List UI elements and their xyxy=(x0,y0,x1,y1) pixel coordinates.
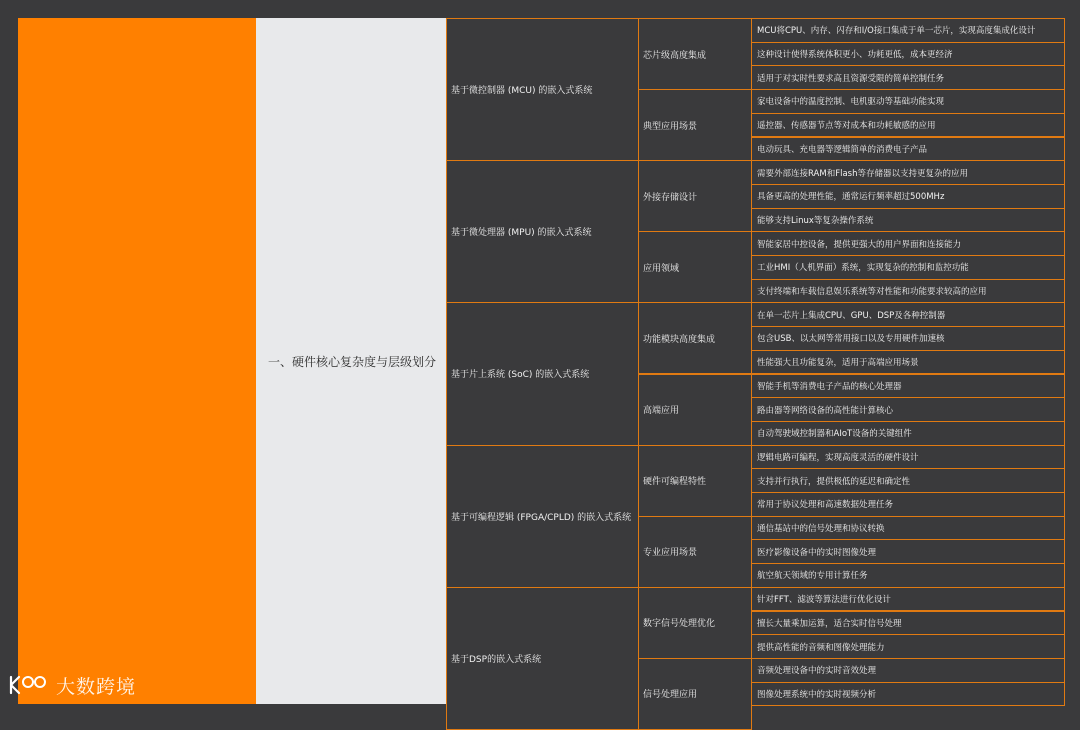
group-node-label: 基于可编程逻辑 (FPGA/CPLD) 的嵌入式系统 xyxy=(451,512,632,523)
leaf-item-label: 包含USB、以太网等常用接口以及专用硬件加速核 xyxy=(757,334,945,345)
leaf-item-label: 智能手机等消费电子产品的核心处理器 xyxy=(757,381,902,392)
leaf-item-label: 电动玩具、充电器等逻辑简单的消费电子产品 xyxy=(757,144,928,155)
leaf-item-label: 逻辑电路可编程，实现高度灵活的硬件设计 xyxy=(757,452,919,463)
leaf-item-label: 自动驾驶域控制器和AIoT设备的关键组件 xyxy=(757,429,912,440)
subgroup-node xyxy=(638,160,752,232)
group-node xyxy=(446,587,639,730)
logo-icon xyxy=(8,674,50,696)
group-node xyxy=(446,302,639,445)
leaf-item-label: 图像处理系统中的实时视频分析 xyxy=(757,689,877,700)
leaf-item-label: 音频处理设备中的实时音效处理 xyxy=(757,666,877,677)
leaf-item xyxy=(751,350,1065,375)
leaf-item xyxy=(751,421,1065,446)
group-node-label: 基于微处理器 (MPU) 的嵌入式系统 xyxy=(451,228,592,239)
leaf-item xyxy=(751,18,1065,43)
leaf-item xyxy=(751,682,1065,707)
subgroup-node xyxy=(638,516,752,588)
subgroup-node xyxy=(638,374,752,446)
leaf-item xyxy=(751,587,1065,612)
watermark-text: 大数跨境 xyxy=(56,675,137,698)
leaf-item-label: 常用于协议处理和高速数据处理任务 xyxy=(757,500,894,511)
leaf-item-label: 擅长大量乘加运算，适合实时信号处理 xyxy=(757,618,902,629)
leaf-item-label: 工业HMI（人机界面）系统，实现复杂的控制和监控功能 xyxy=(757,263,969,274)
leaf-item-label: 智能家居中控设备，提供更强大的用户界面和连接能力 xyxy=(757,239,962,250)
leaf-item xyxy=(751,397,1065,422)
leaf-item xyxy=(751,374,1065,399)
leaf-item-label: 路由器等网络设备的高性能计算核心 xyxy=(757,405,894,416)
subgroup-node xyxy=(638,231,752,303)
subgroup-node-label: 功能模块高度集成 xyxy=(643,334,716,345)
leaf-item xyxy=(751,137,1065,162)
group-node-label: 基于微控制器 (MCU) 的嵌入式系统 xyxy=(451,86,593,97)
subgroup-node xyxy=(638,658,752,730)
leaf-item xyxy=(751,611,1065,636)
subgroup-node xyxy=(638,302,752,374)
leaf-item-label: 提供高性能的音频和图像处理能力 xyxy=(757,642,885,653)
subgroup-node-label: 专业应用场景 xyxy=(643,548,698,559)
leaf-item-label: 家电设备中的温度控制、电机驱动等基础功能实现 xyxy=(757,97,945,108)
leaf-item-label: 遥控器、传感器节点等对成本和功耗敏感的应用 xyxy=(757,121,936,132)
leaf-item xyxy=(751,208,1065,233)
top-bar xyxy=(0,0,1080,18)
leaf-item xyxy=(751,302,1065,327)
leaf-item-label: 性能强大且功能复杂，适用于高端应用场景 xyxy=(757,358,919,369)
leaf-item-label: 支付终端和车载信息娱乐系统等对性能和功能要求较高的应用 xyxy=(757,287,987,298)
leaf-item xyxy=(751,445,1065,470)
group-node xyxy=(446,18,639,161)
leaf-item-label: 能够支持Linux等复杂操作系统 xyxy=(757,215,874,226)
watermark-logo xyxy=(8,672,136,698)
leaf-item xyxy=(751,184,1065,209)
subgroup-node-label: 信号处理应用 xyxy=(643,690,698,701)
leaf-item xyxy=(751,89,1065,114)
subgroup-node-label: 外接存储设计 xyxy=(643,192,698,203)
subgroup-node xyxy=(638,89,752,161)
leaf-item-label: 具备更高的处理性能，通常运行频率超过500MHz xyxy=(757,192,945,203)
leaf-item xyxy=(751,658,1065,683)
leaf-item-label: 支持并行执行，提供极低的延迟和确定性 xyxy=(757,476,911,487)
leaf-item xyxy=(751,255,1065,280)
subgroup-node xyxy=(638,587,752,659)
subgroup-node-label: 应用领域 xyxy=(643,263,680,274)
root-label: 一、硬件核心复杂度与层级划分 xyxy=(268,354,437,369)
leaf-item xyxy=(751,279,1065,304)
leaf-item-label: 通信基站中的信号处理和协议转换 xyxy=(757,524,885,535)
leaf-item xyxy=(751,160,1065,185)
leaf-item xyxy=(751,42,1065,67)
leaf-item xyxy=(751,326,1065,351)
group-node xyxy=(446,445,639,588)
leaf-item xyxy=(751,492,1065,517)
leaf-item xyxy=(751,231,1065,256)
accent-column xyxy=(18,18,256,704)
subgroup-node-label: 数字信号处理优化 xyxy=(643,619,716,630)
leaf-item xyxy=(751,516,1065,541)
leaf-item-label: 在单一芯片上集成CPU、GPU、DSP及各种控制器 xyxy=(757,310,946,321)
leaf-item-label: 需要外部连接RAM和Flash等存储器以支持更复杂的应用 xyxy=(757,168,968,179)
subgroup-node-label: 典型应用场景 xyxy=(643,121,698,132)
leaf-item xyxy=(751,65,1065,90)
subgroup-node xyxy=(638,445,752,517)
leaf-item xyxy=(751,539,1065,564)
leaf-item-label: 航空航天领域的专用计算任务 xyxy=(757,571,868,582)
subgroup-node-label: 硬件可编程特性 xyxy=(643,477,707,488)
leaf-item xyxy=(751,113,1065,138)
leaf-item-label: 这种设计使得系统体积更小、功耗更低，成本更经济 xyxy=(757,50,953,61)
root-node xyxy=(256,18,446,704)
group-node-label: 基于DSP的嵌入式系统 xyxy=(451,654,542,665)
leaf-item-label: MCU将CPU、内存、闪存和I/O接口集成于单一芯片，实现高度集成化设计 xyxy=(757,26,1036,37)
subgroup-node-label: 高端应用 xyxy=(643,406,680,417)
subgroup-node-label: 芯片级高度集成 xyxy=(643,50,707,61)
subgroup-node xyxy=(638,18,752,90)
leaf-item-label: 医疗影像设备中的实时图像处理 xyxy=(757,547,877,558)
leaf-item xyxy=(751,468,1065,493)
leaf-item-label: 针对FFT、滤波等算法进行优化设计 xyxy=(757,595,891,606)
leaf-item xyxy=(751,563,1065,588)
leaf-item xyxy=(751,634,1065,659)
leaf-item-label: 适用于对实时性要求高且资源受限的简单控制任务 xyxy=(757,73,945,84)
group-node-label: 基于片上系统 (SoC) 的嵌入式系统 xyxy=(451,370,590,381)
group-node xyxy=(446,160,639,303)
